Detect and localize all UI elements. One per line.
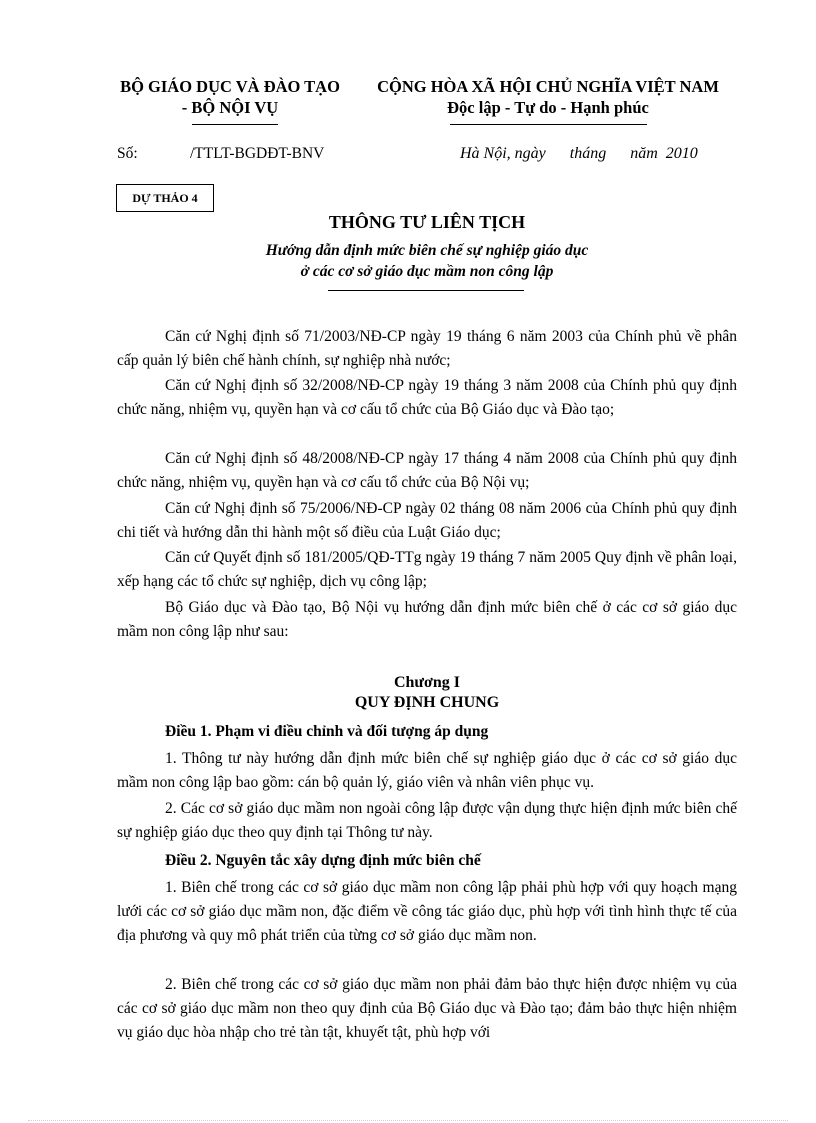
preamble-paragraph: Căn cứ Nghị định số 48/2008/NĐ-CP ngày 17 tháng 4 năm 2008 của Chính phủ quy định chức năng, nhiệm vụ, quyền hạn và cơ cấu tổ chức của Bộ Nội vụ; [117, 450, 737, 491]
chapter-name: QUY ĐỊNH CHUNG [354, 694, 500, 711]
article-2-heading: Điều 2. Nguyên tắc xây dựng định mức biên chế [165, 852, 481, 869]
motto-line: Độc lập - Tự do - Hạnh phúc [447, 98, 649, 117]
article-1-heading: Điều 1. Phạm vi điều chỉnh và đối tượng áp dụng [165, 723, 489, 740]
document-subtitle-2: ở các cơ sở giáo dục mầm non công lập [300, 263, 554, 280]
ministry-name [100, 76, 360, 118]
ministry-line-1: BỘ GIÁO DỤC VÀ ĐÀO TẠO [120, 77, 340, 96]
chapter-number: Chương I [393, 674, 461, 691]
ministry-line-2: - BỘ NỘI VỤ [181, 98, 279, 117]
ministry-underline [192, 124, 278, 125]
preamble-paragraph: Căn cứ Nghị định số 32/2008/NĐ-CP ngày 19 tháng 3 năm 2008 của Chính phủ quy định chức năng, nhiệm vụ, quyền hạn và cơ cấu tổ chức của Bộ Giáo dục và Đào tạo; [117, 377, 737, 418]
country-name: CỘNG HÒA XÃ HỘI CHỦ NGHĨA VIỆT NAM [377, 77, 719, 96]
title-underline [328, 290, 524, 291]
page-bottom-border [28, 1120, 788, 1121]
place-date: Hà Nội, ngày tháng năm 2010 [460, 145, 698, 162]
national-motto [360, 76, 736, 118]
draft-badge: DỰ THẢO 4 [116, 184, 214, 212]
document-number-code: /TTLT-BGDĐT-BNV [190, 145, 325, 162]
article-2-clause-2: 2. Biên chế trong các cơ sở giáo dục mầm non phải đảm bảo thực hiện được nhiệm vụ của các cơ sở giáo dục mầm non theo quy định của Bộ Giáo dục và Đào tạo; đảm bảo thực hiện nhiệm vụ giáo dục hòa nhập cho trẻ tàn tật, khuyết tật, phù hợp với [117, 976, 737, 1041]
document-number-label: Số: [117, 145, 138, 162]
article-1-clause-1: 1. Thông tư này hướng dẫn định mức biên chế sự nghiệp giáo dục ở các cơ sở giáo dục mầm non công lập bao gồm: cán bộ quản lý, giáo viên và nhân viên phục vụ. [117, 750, 737, 791]
article-1-clause-2: 2. Các cơ sở giáo dục mầm non ngoài công lập được vận dụng thực hiện định mức biên chế sự nghiệp giáo dục theo quy định tại Thông tư này. [117, 800, 737, 841]
document-title: THÔNG TƯ LIÊN TỊCH [328, 212, 526, 232]
preamble-paragraph: Bộ Giáo dục và Đào tạo, Bộ Nội vụ hướng dẫn định mức biên chế ở các cơ sở giáo dục mầm non công lập như sau: [117, 599, 737, 640]
preamble-paragraph: Căn cứ Nghị định số 75/2006/NĐ-CP ngày 02 tháng 08 năm 2006 của Chính phủ quy định chi tiết và hướng dẫn thi hành một số điều của Luật Giáo dục; [117, 500, 737, 541]
preamble-paragraph: Căn cứ Quyết định số 181/2005/QĐ-TTg ngày 19 tháng 7 năm 2005 Quy định về phân loại, xếp hạng các tổ chức sự nghiệp, dịch vụ công lập; [117, 549, 737, 590]
article-2-clause-1: 1. Biên chế trong các cơ sở giáo dục mầm non công lập phải phù hợp với quy hoạch mạng lưới các cơ sở giáo dục mầm non, đặc điểm về công tác giáo dục, phù hợp với tình hình thực tế của địa phương và quy mô phát triển của từng cơ sở giáo dục mầm non. [117, 879, 737, 944]
preamble-paragraph: Căn cứ Nghị định số 71/2003/NĐ-CP ngày 19 tháng 6 năm 2003 của Chính phủ về phân cấp quản lý biên chế hành chính, sự nghiệp nhà nước; [117, 328, 737, 369]
motto-underline [450, 124, 647, 125]
document-subtitle-1: Hướng dẫn định mức biên chế sự nghiệp giáo dục [265, 242, 589, 259]
